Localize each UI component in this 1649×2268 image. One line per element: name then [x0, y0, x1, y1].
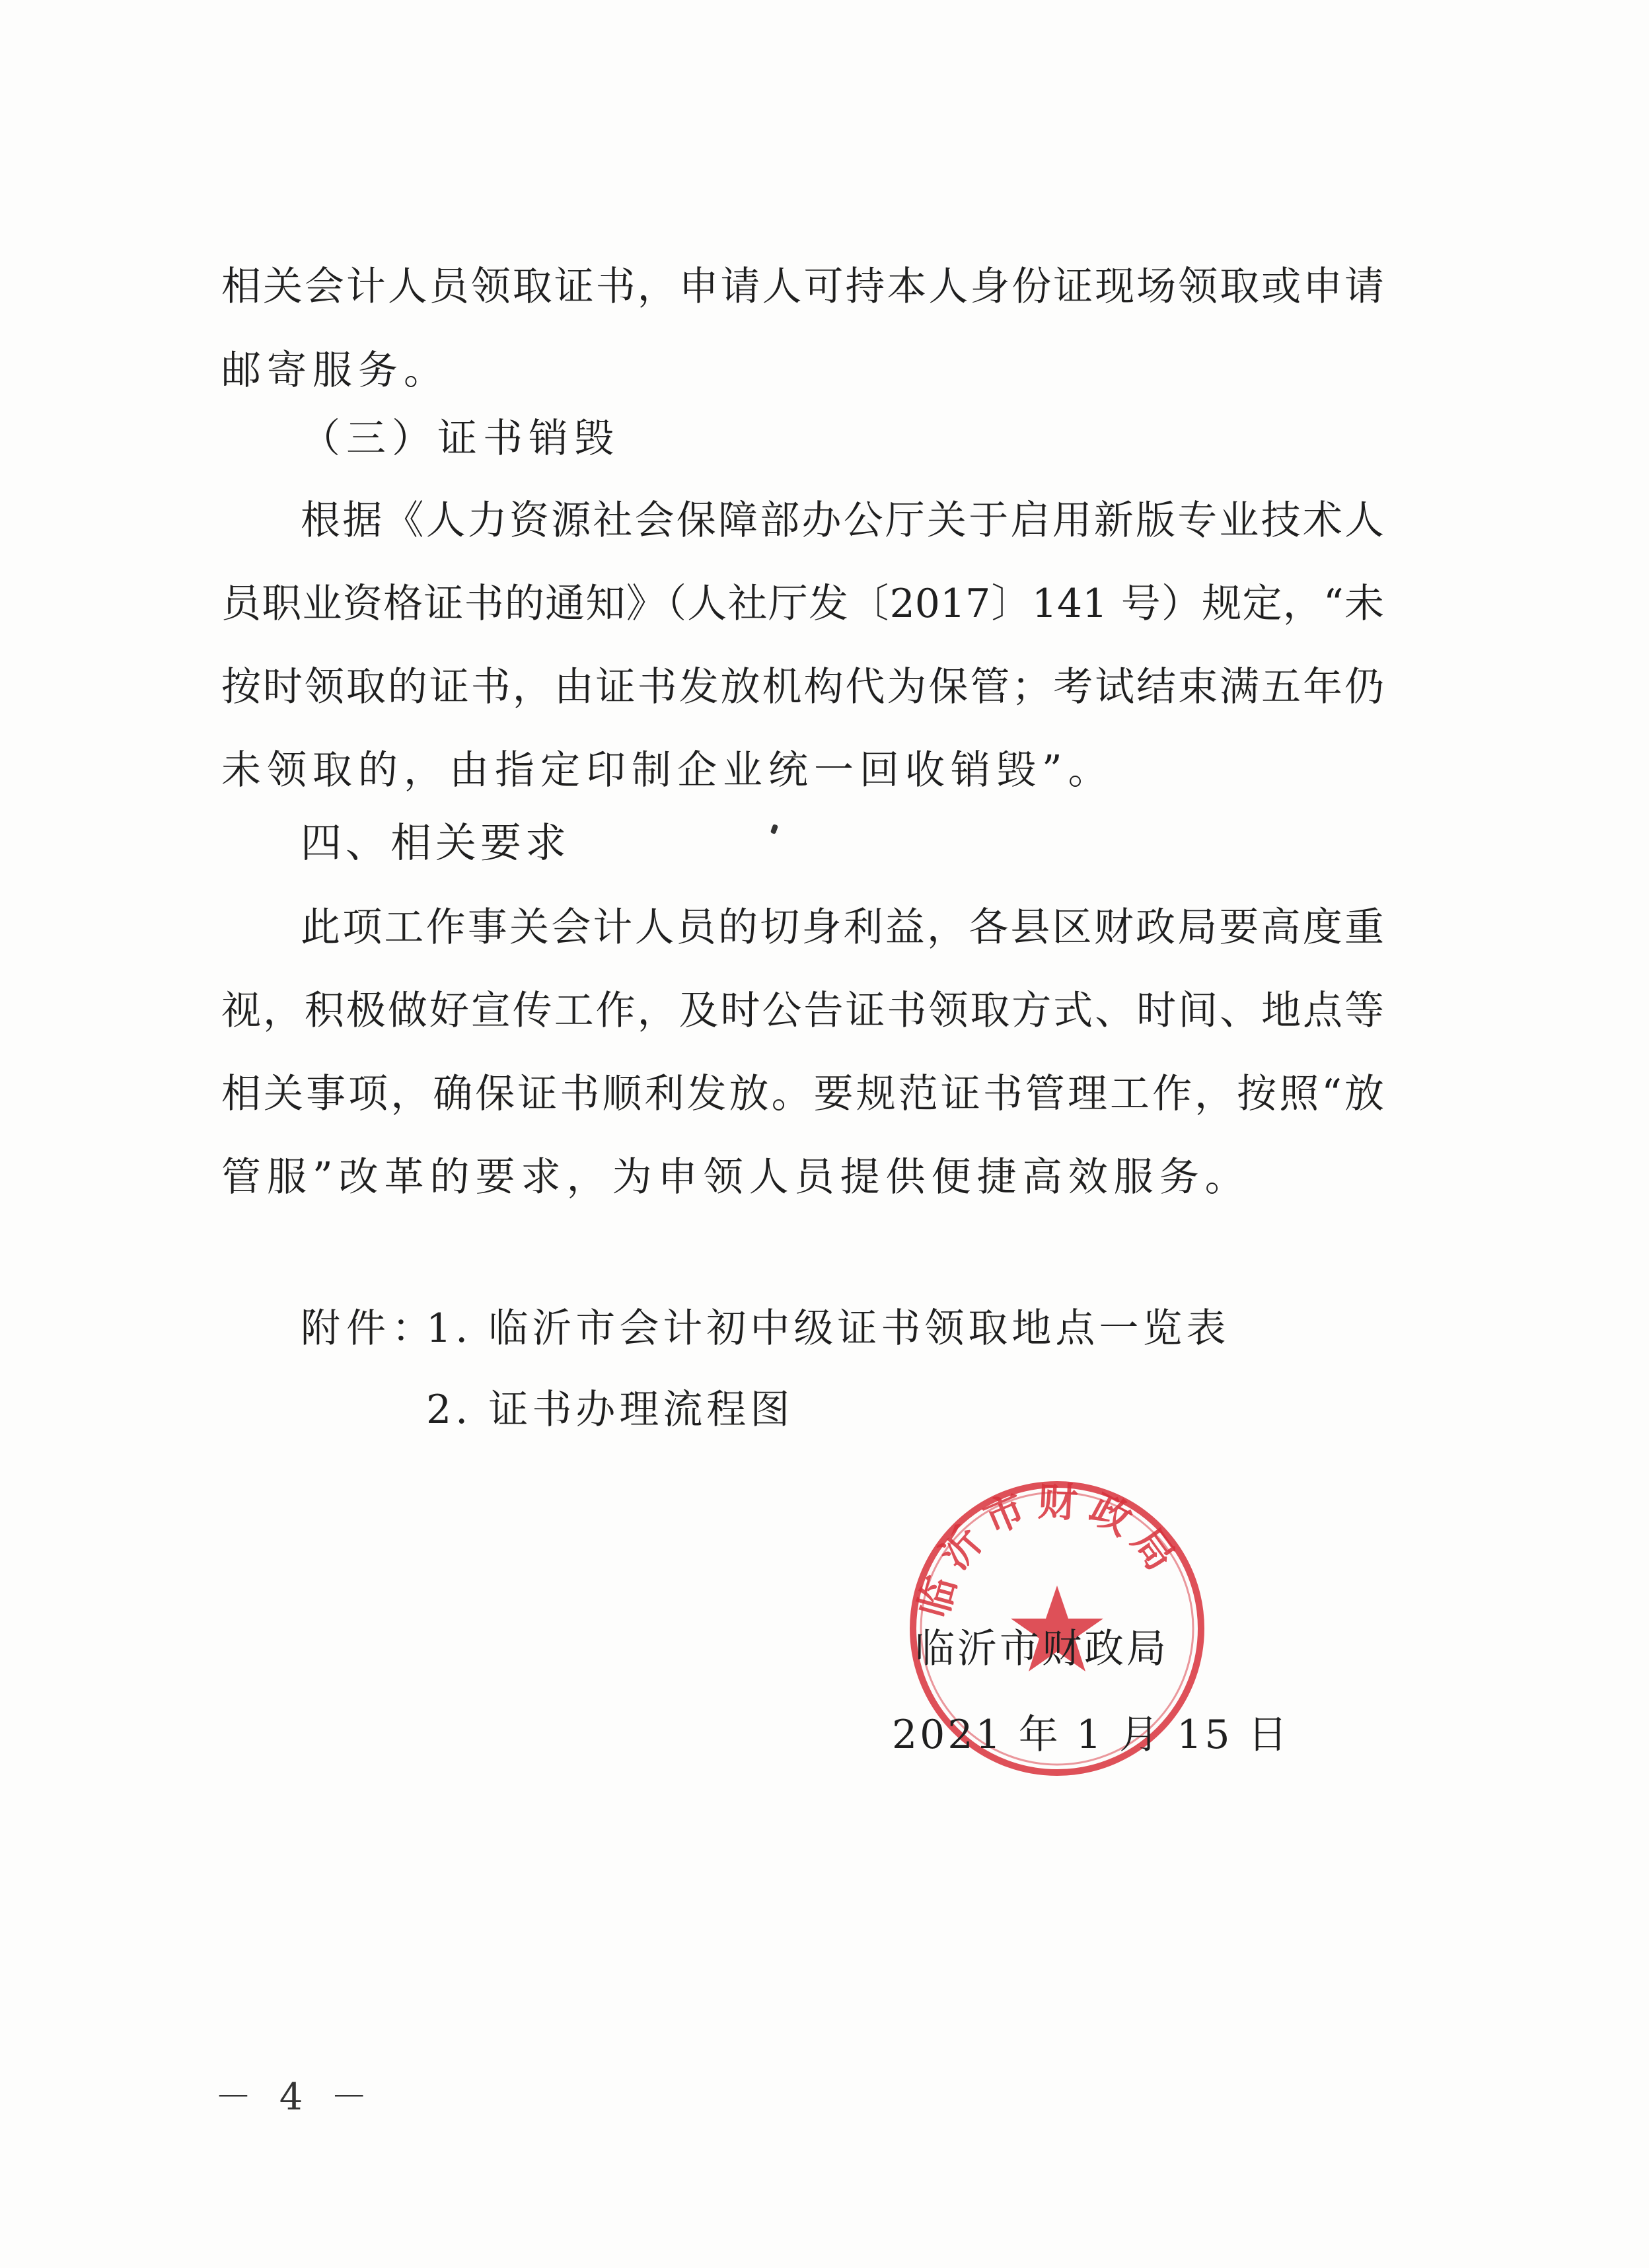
- paragraph-line: 根据《人力资源社会保障部办公厅关于启用新版专业技术人: [301, 497, 1384, 544]
- section-3-title: （三）证书销毁: [301, 416, 620, 462]
- paragraph-line: 此项工作事关会计人员的切身利益，各县区财政局要高度重: [301, 904, 1384, 951]
- signature-date: 2021 年 1 月 15 日: [892, 1712, 1290, 1758]
- attachment-item: 1. 临沂市会计初中级证书领取地点一览表: [426, 1305, 1230, 1352]
- paragraph-line: 按时领取的证书，由证书发放机构代为保管；考试结束满五年仍: [221, 664, 1384, 710]
- paragraph-line: 邮寄服务。: [221, 348, 449, 394]
- paragraph-line: 未领取的，由指定印制企业统一回收销毁”。: [221, 747, 1114, 793]
- ink-speck: [770, 824, 778, 834]
- paragraph-line: 视，积极做好宣传工作，及时公告证书领取方式、时间、地点等: [221, 988, 1384, 1034]
- page-number: － 4 －: [215, 2076, 376, 2119]
- attachments-label: 附件：: [301, 1305, 437, 1352]
- signature-org: 临沂市财政局: [915, 1626, 1169, 1672]
- paragraph-line: 相关事项，确保证书顺利发放。要规范证书管理工作，按照“放: [221, 1071, 1384, 1117]
- svg-text:临沂市财政局: [910, 1479, 1189, 1622]
- paragraph-line: 管服”改革的要求，为申领人员提供便捷高效服务。: [221, 1154, 1251, 1200]
- paragraph-line: 相关会计人员领取证书，申请人可持本人身份证现场领取或申请: [221, 264, 1384, 310]
- section-4-title: 四、相关要求: [301, 819, 571, 867]
- attachment-item: 2. 证书办理流程图: [426, 1387, 794, 1433]
- paragraph-line: 员职业资格证书的通知》（人社厅发〔2017〕141 号）规定，“未: [221, 581, 1384, 627]
- seal-text: 临沂市财政局: [910, 1479, 1189, 1623]
